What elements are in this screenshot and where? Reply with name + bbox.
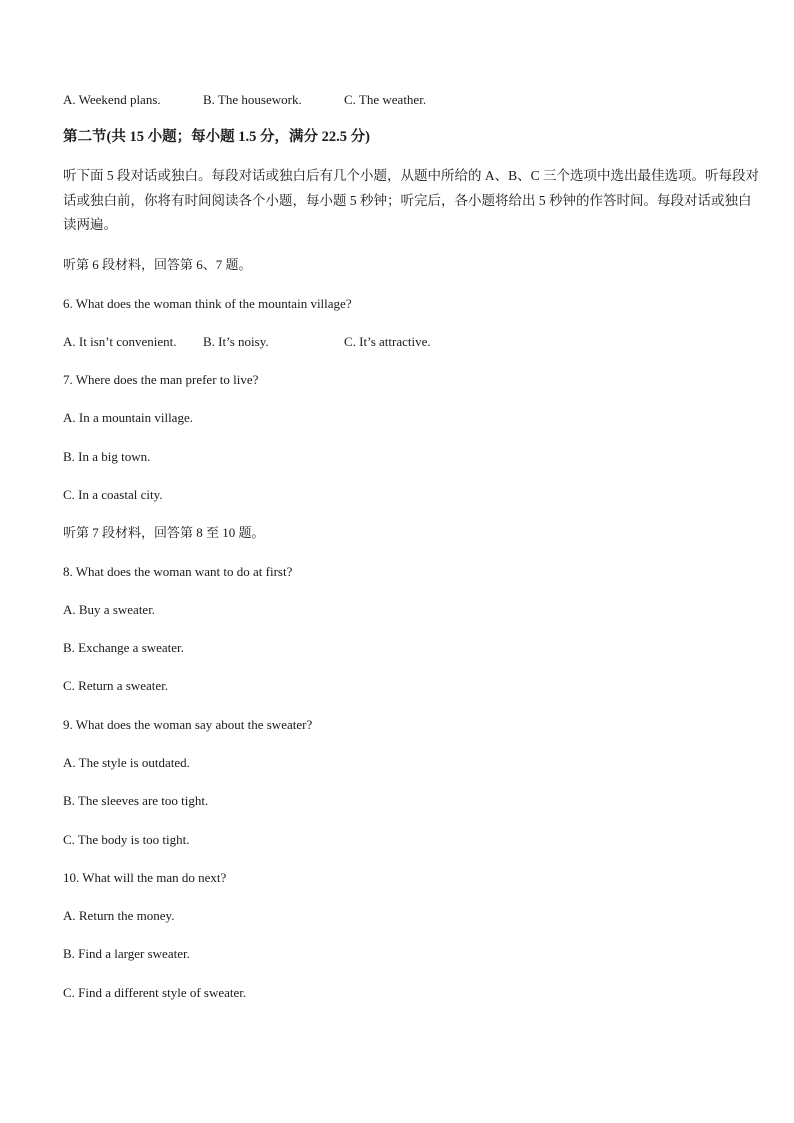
q8-option-a: A. Buy a sweater. bbox=[63, 602, 156, 617]
question-6: 6. What does the woman think of the mountain village? bbox=[63, 296, 352, 311]
q10-option-c: C. Find a different style of sweater. bbox=[63, 985, 247, 1000]
q7-option-c: C. In a coastal city. bbox=[63, 487, 163, 502]
q9-option-b: B. The sleeves are too tight. bbox=[63, 793, 209, 808]
q6-option-c: C. It’s attractive. bbox=[344, 334, 431, 349]
q5-option-c: C. The weather. bbox=[344, 92, 427, 107]
q7-option-b: B. In a big town. bbox=[63, 449, 151, 464]
q5-option-a: A. Weekend plans. bbox=[63, 92, 161, 107]
q9-option-a: A. The style is outdated. bbox=[63, 755, 190, 770]
q10-option-a: A. Return the money. bbox=[63, 908, 175, 923]
q8-option-b: B. Exchange a sweater. bbox=[63, 640, 184, 655]
q10-option-b: B. Find a larger sweater. bbox=[63, 946, 190, 961]
question-8: 8. What does the woman want to do at first? bbox=[63, 564, 293, 579]
question-9: 9. What does the woman say about the sweater? bbox=[63, 717, 313, 732]
section-heading: 第二节(共 15 小题；每小题 1.5 分，满分 22.5 分) bbox=[63, 129, 370, 145]
material-7-intro: 听第 7 段材料，回答第 8 至 10 题。 bbox=[63, 525, 265, 540]
section-instructions: 听下面 5 段对话或独白。每段对话或独白后有几个小题，从题中所给的 A、B、C 三个选项中选出最佳选项。听每段对话或独白前，你将有时间阅读各个小题，每小题 5 秒钟；听完后，各小题将给出 5 秒钟的作答时间。每段对话或独白读两遍。 bbox=[63, 168, 760, 232]
q5-option-b: B. The housework. bbox=[203, 92, 302, 107]
q6-option-b: B. It’s noisy. bbox=[203, 334, 269, 349]
q6-option-a: A. It isn’t convenient. bbox=[63, 334, 177, 349]
question-10: 10. What will the man do next? bbox=[63, 870, 227, 885]
q9-option-c: C. The body is too tight. bbox=[63, 832, 190, 847]
q7-option-a: A. In a mountain village. bbox=[63, 410, 193, 425]
material-6-intro: 听第 6 段材料，回答第 6、7 题。 bbox=[63, 257, 252, 272]
q8-option-c: C. Return a sweater. bbox=[63, 678, 169, 693]
question-7: 7. Where does the man prefer to live? bbox=[63, 372, 259, 387]
